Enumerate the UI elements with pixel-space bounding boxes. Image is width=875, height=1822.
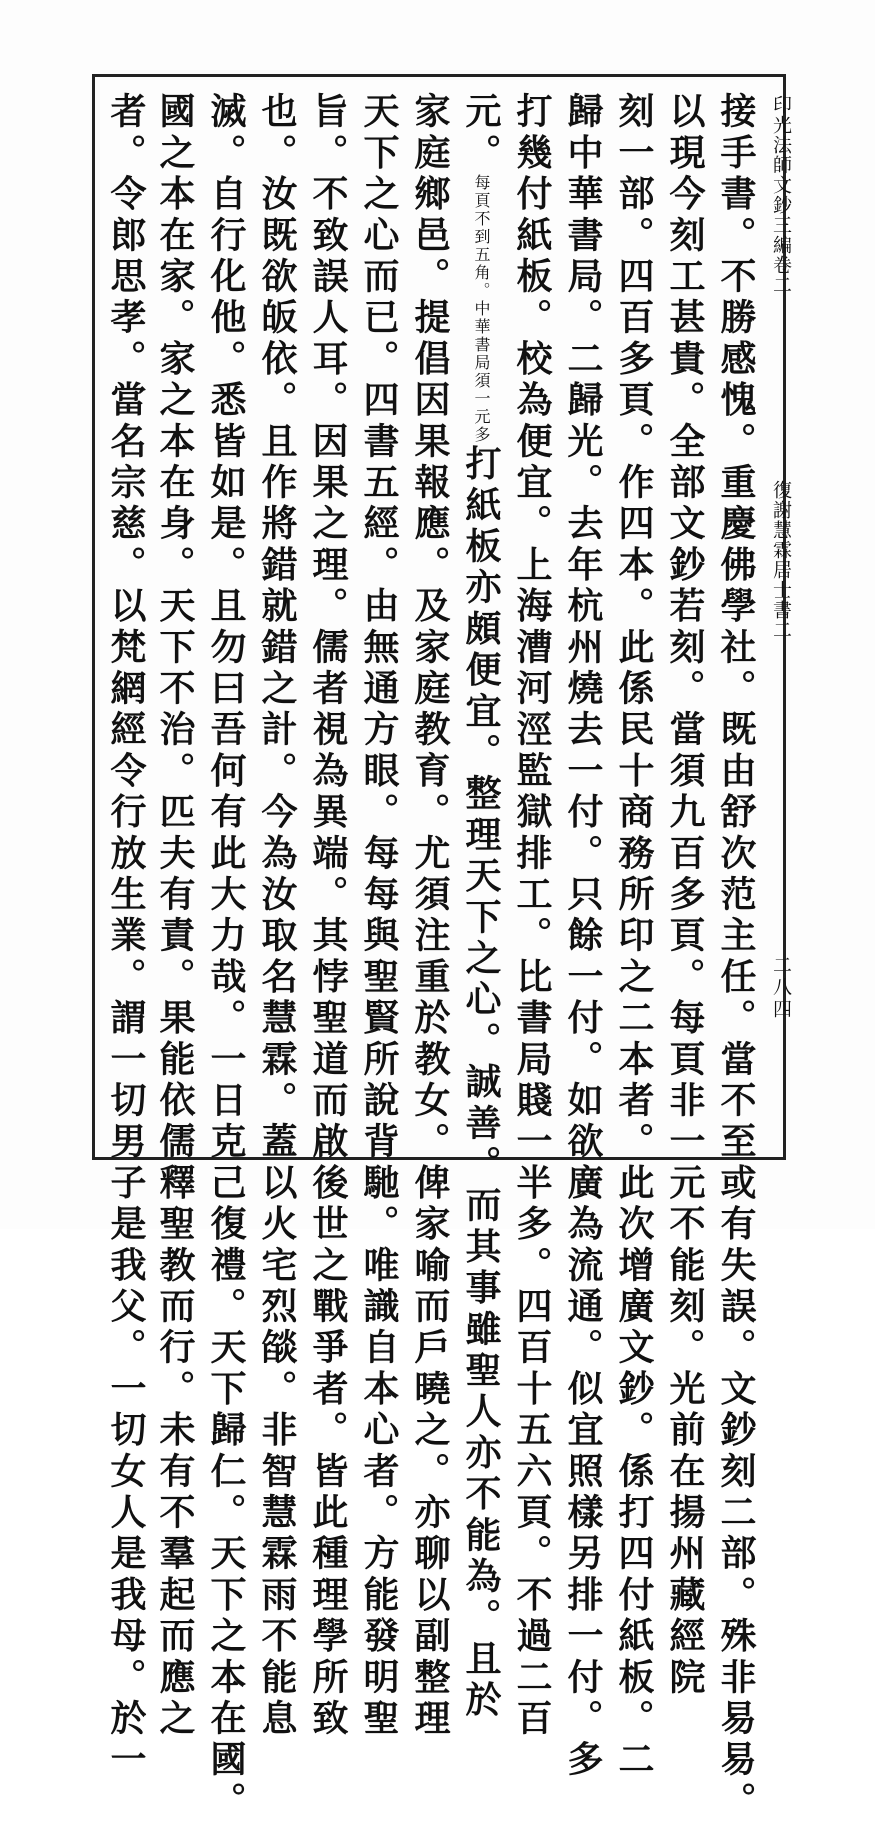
text-column: 也。汝既欲皈依。且作將錯就錯之計。今為汝取名慧霖。蓋以火宅烈燄。非智慧霖雨不能息 xyxy=(256,92,298,1740)
text-column: 旨。不致誤人耳。因果之理。儒者視為異端。其悖聖道而啟後世之戰爭者。皆此種理學所致 xyxy=(307,92,349,1740)
text-column xyxy=(460,92,502,1722)
text-column: 國之本在家。家之本在身。天下不治。匹夫有責。果能依儒釋聖教而行。未有不羣起而應之 xyxy=(154,92,196,1740)
body-text xyxy=(105,92,768,1822)
inline-note: 每頁不到五角。中華書局須一元多 xyxy=(472,174,491,445)
frame-top-rule xyxy=(92,74,786,77)
section-title: 復謝慧霖居士書二 xyxy=(770,480,792,640)
text-column: 接手書。不勝感愧。重慶佛學社。既由舒次范主任。當不至或有失誤。文鈔刻二部。殊非易易。 xyxy=(715,92,757,1822)
text-column xyxy=(511,92,553,1740)
running-head xyxy=(765,95,805,1145)
column-text: 元。 xyxy=(460,92,502,175)
text-column: 刻一部。四百多頁。作四本。此係民十商務所印之二本者。此次增廣文鈔。係打四付紙板。二 xyxy=(613,92,655,1782)
page-number: 二八四 xyxy=(770,955,792,1021)
book-title: 印光法師文鈔三編卷二 xyxy=(770,95,792,295)
column-text: 打幾付紙板。校為便宜。上海漕河涇監獄排工。比書局賤一半多。四百十五六頁。不過二百 xyxy=(511,92,553,1740)
frame-left-rule xyxy=(92,74,95,1160)
text-column: 者。令郎思孝。當名宗慈。以梵網經令行放生業。謂一切男子是我父。一切女人是我母。於一 xyxy=(105,92,147,1782)
text-column: 歸中華書局。二歸光。去年杭州燒去一付。只餘一付。如欲廣為流通。似宜照樣另排一付。多 xyxy=(562,92,604,1782)
text-column: 以現今刻工甚貴。全部文鈔若刻。當須九百多頁。每頁非一元不能刻。光前在揚州藏經院 xyxy=(664,92,706,1699)
text-column: 家庭鄉邑。提倡因果報應。及家庭教育。尤須注重於教女。俾家喻而戶曉之。亦聊以副整理 xyxy=(409,92,451,1740)
column-text: 打紙板亦頗便宜。整理天下之心。誠善。而其事雖聖人亦不能為。且於 xyxy=(460,444,502,1722)
text-column: 天下之心而已。四書五經。由無通方眼。每每與聖賢所說背馳。唯識自本心者。方能發明聖 xyxy=(358,92,400,1740)
text-column: 滅。自行化他。悉皆如是。且勿曰吾何有此大力哉。一日克己復禮。天下歸仁。天下之本在國。 xyxy=(205,92,247,1822)
